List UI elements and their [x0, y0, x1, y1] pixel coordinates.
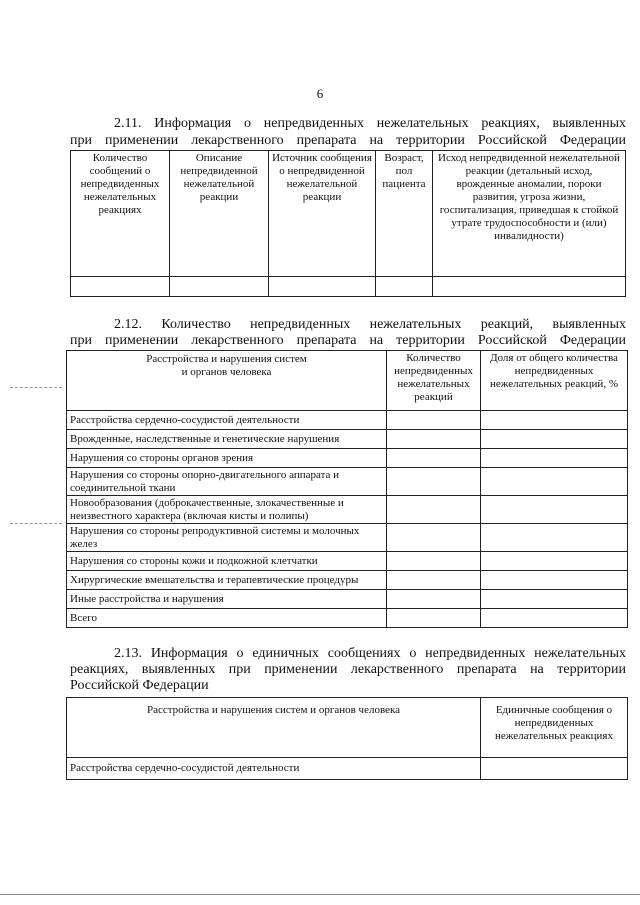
table-cell-empty	[481, 449, 628, 468]
table-cell-empty	[481, 496, 628, 524]
section-2-13-heading-line-3: Российской Федерации	[70, 678, 209, 693]
col-disorders: Расстройства и нарушения систем и органов человека	[67, 698, 481, 758]
page-number: 6	[316, 86, 324, 101]
table-cell-empty	[481, 468, 628, 496]
table-cell-empty	[387, 411, 481, 430]
section-2-13-heading-line-1: 2.13. Информация о единичных сообщениях о непредвиденных нежелательных	[114, 646, 626, 661]
table-row-label: Расстройства сердечно-сосудистой деятельности	[67, 758, 481, 780]
col-single-reports: Единичные сообщения о непредвиденных нежелательных реакциях	[481, 698, 628, 758]
table-cell-empty	[376, 277, 433, 297]
table-cell-empty	[481, 758, 628, 780]
table-cell-empty	[387, 468, 481, 496]
section-2-12-heading-line-1: 2.12. Количество непредвиденных нежелательных реакций, выявленных	[114, 317, 626, 332]
table-row-label: Нарушения со стороны репродуктивной системы и молочных желез	[67, 524, 387, 552]
table-cell-empty	[387, 571, 481, 590]
col-disorders: Расстройства и нарушения систем и органов человека	[67, 351, 387, 411]
table-row-label: Новообразования (доброкачественные, злокачественные и неизвестного характера (включая кисты и полипы)	[67, 496, 387, 524]
col-reaction-count: Количество непредвиденных нежелательных реакций	[387, 351, 481, 411]
table-cell-empty	[481, 430, 628, 449]
col-patient-age-sex: Возраст, пол пациента	[376, 151, 433, 277]
col-reaction-description: Описание непредвиденной нежелательной реакции	[170, 151, 269, 277]
table-cell-empty	[481, 552, 628, 571]
table-2-13	[66, 697, 628, 780]
table-row-label: Иные расстройства и нарушения	[67, 590, 387, 609]
scan-artifact-line	[10, 523, 62, 524]
col-report-count: Количество сообщений о непредвиденных нежелательных реакциях	[71, 151, 170, 277]
section-2-12-heading-line-2: при применении лекарственного препарата на территории Российской Федерации	[70, 333, 626, 348]
table-cell-empty	[170, 277, 269, 297]
col-reaction-outcome: Исход непредвиденной нежелательной реакции (детальный исход, врожденные аномалии, пороки развития, угроза жизни, госпитализация, приведшая к стойкой утрате трудоспособности и (или) инвалидности)	[433, 151, 626, 277]
table-cell-empty	[387, 552, 481, 571]
table-row-label: Расстройства сердечно-сосудистой деятельности	[67, 411, 387, 430]
table-cell-empty	[387, 449, 481, 468]
table-cell-empty	[387, 496, 481, 524]
table-cell-empty	[481, 571, 628, 590]
table-cell-empty	[387, 524, 481, 552]
table-cell-empty	[269, 277, 376, 297]
col-report-source: Источник сообщения о непредвиденной нежелательной реакции	[269, 151, 376, 277]
table-cell-empty	[433, 277, 626, 297]
scan-bottom-edge	[0, 894, 640, 895]
scan-artifact-line	[10, 387, 62, 388]
section-2-13-heading-line-2: реакциях, выявленных при применении лекарственного препарата на территории	[70, 662, 626, 677]
table-cell-empty	[481, 590, 628, 609]
table-cell-empty	[387, 430, 481, 449]
table-cell-empty	[71, 277, 170, 297]
section-2-11-heading-line-1: 2.11. Информация о непредвиденных нежелательных реакциях, выявленных	[114, 116, 626, 131]
col-reaction-share: Доля от общего количества непредвиденных нежелательных реакций, %	[481, 351, 628, 411]
table-row-label: Нарушения со стороны кожи и подкожной клетчатки	[67, 552, 387, 571]
table-cell-empty	[387, 609, 481, 628]
table-row-label: Хирургические вмешательства и терапевтические процедуры	[67, 571, 387, 590]
table-cell-empty	[481, 609, 628, 628]
table-row-total: Всего	[67, 609, 387, 628]
section-2-11-heading-line-2: при применении лекарственного препарата на территории Российской Федерации	[70, 133, 626, 148]
table-cell-empty	[387, 590, 481, 609]
table-2-11	[70, 150, 626, 297]
table-2-12	[66, 350, 628, 628]
table-row-label: Нарушения со стороны опорно-двигательного аппарата и соединительной ткани	[67, 468, 387, 496]
table-row-label: Нарушения со стороны органов зрения	[67, 449, 387, 468]
table-cell-empty	[481, 411, 628, 430]
table-cell-empty	[481, 524, 628, 552]
table-row-label: Врожденные, наследственные и генетические нарушения	[67, 430, 387, 449]
